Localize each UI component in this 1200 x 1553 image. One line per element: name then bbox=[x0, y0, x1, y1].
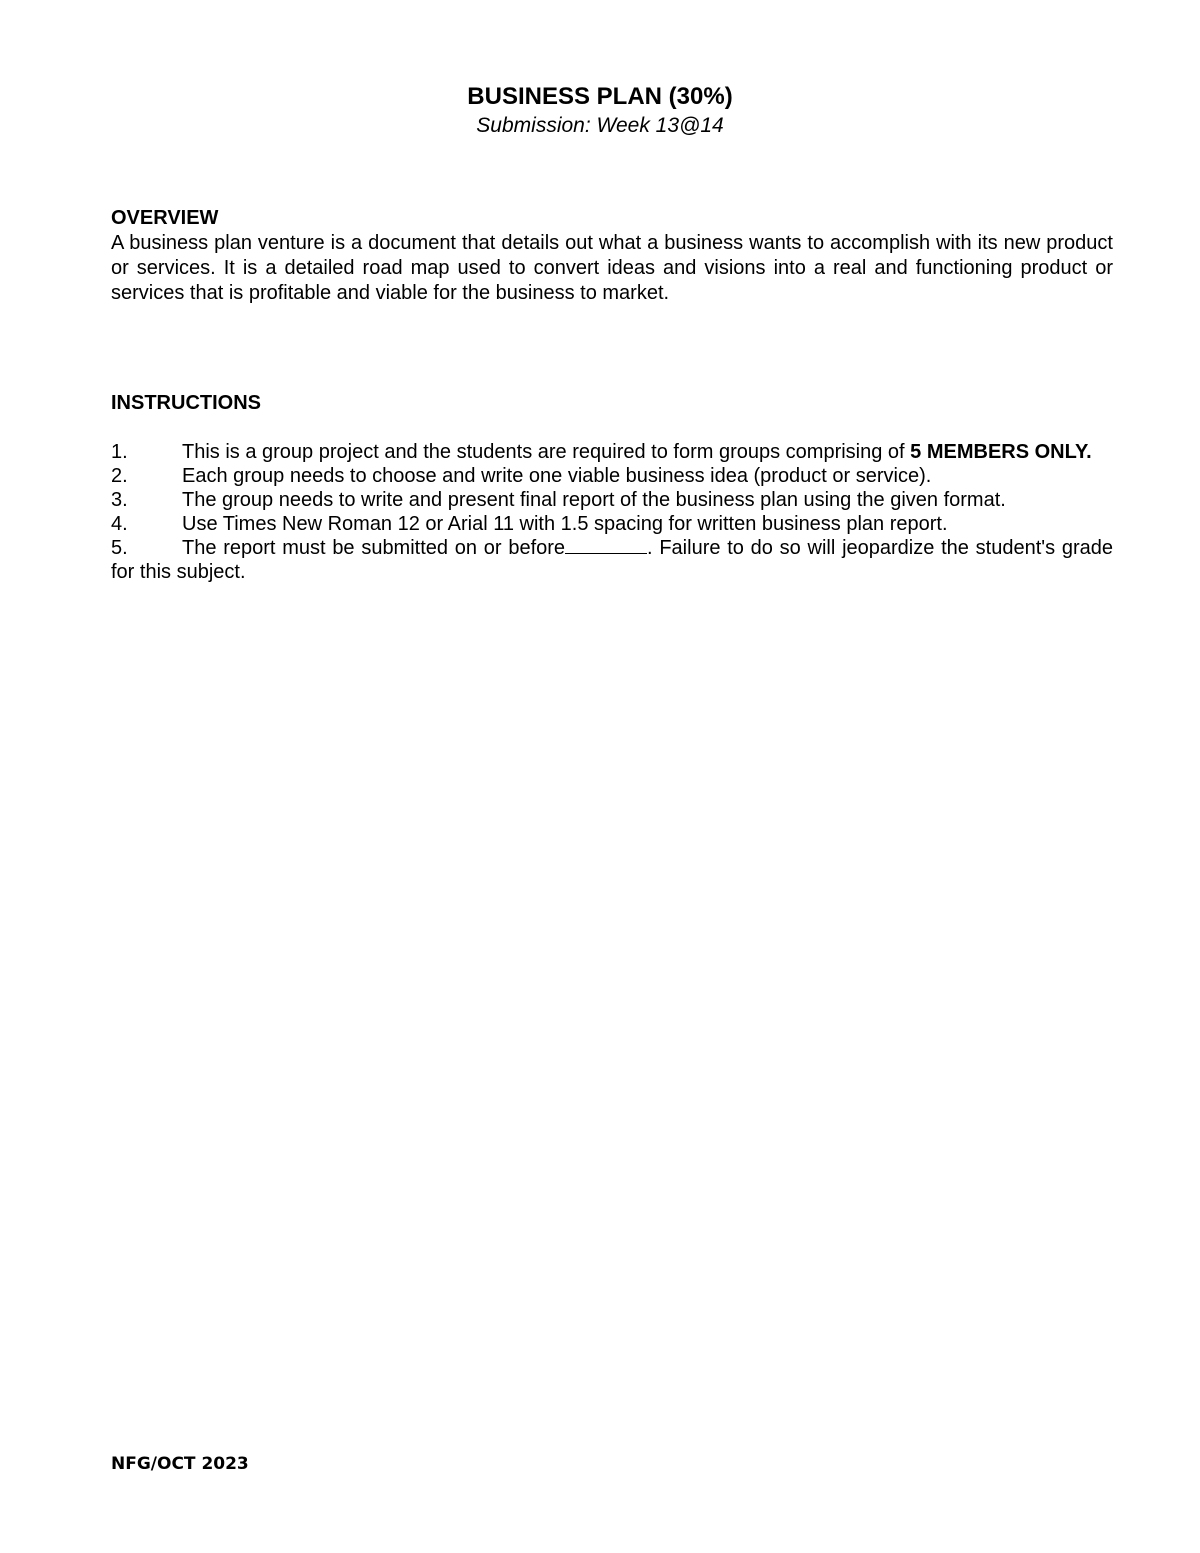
instruction-number: 4. bbox=[111, 513, 128, 535]
footer-note: NFG/OCT 2023 bbox=[111, 1454, 249, 1474]
instruction-item-4 bbox=[111, 512, 1113, 536]
instruction-item-3 bbox=[111, 488, 1113, 512]
overview-paragraph: A business plan venture is a document that details out what a business wants to accomplish with its new product or services. It is a detailed road map used to convert ideas and visions into a real and functioning product or services that is profitable and viable for the business to market. bbox=[111, 232, 1113, 304]
date-blank-line bbox=[565, 536, 647, 554]
instructions-heading: INSTRUCTIONS bbox=[111, 392, 261, 414]
overview-section bbox=[111, 206, 1113, 306]
instruction-text: This is a group project and the students are required to form groups comprising of bbox=[182, 441, 911, 463]
instruction-item-1 bbox=[111, 440, 1113, 464]
instruction-emphasis: 5 MEMBERS ONLY. bbox=[910, 441, 1092, 463]
instruction-text: The group needs to write and present final report of the business plan using the given format. bbox=[182, 489, 1006, 511]
instruction-text: The report must be submitted on or before bbox=[182, 537, 566, 559]
instruction-number: 3. bbox=[111, 489, 128, 511]
instructions-section bbox=[111, 391, 1113, 584]
instruction-item-5 bbox=[111, 536, 1113, 584]
instruction-text: Each group needs to choose and write one viable business idea (product or service). bbox=[182, 465, 932, 487]
page-title: BUSINESS PLAN (30%) bbox=[467, 83, 733, 110]
instruction-text-after: . Failure to do so will jeopardize the student's grade for this subject. bbox=[111, 537, 1114, 583]
submission-subtitle: Submission: Week 13@14 bbox=[476, 114, 724, 137]
instruction-number: 5. bbox=[111, 537, 128, 559]
instruction-text: Use Times New Roman 12 or Arial 11 with 1.5 spacing for written business plan report. bbox=[182, 513, 948, 535]
instruction-number: 1. bbox=[111, 441, 128, 463]
instruction-item-2 bbox=[111, 464, 1113, 488]
overview-heading: OVERVIEW bbox=[111, 207, 219, 229]
instructions-list bbox=[111, 440, 1113, 584]
instruction-number: 2. bbox=[111, 465, 128, 487]
